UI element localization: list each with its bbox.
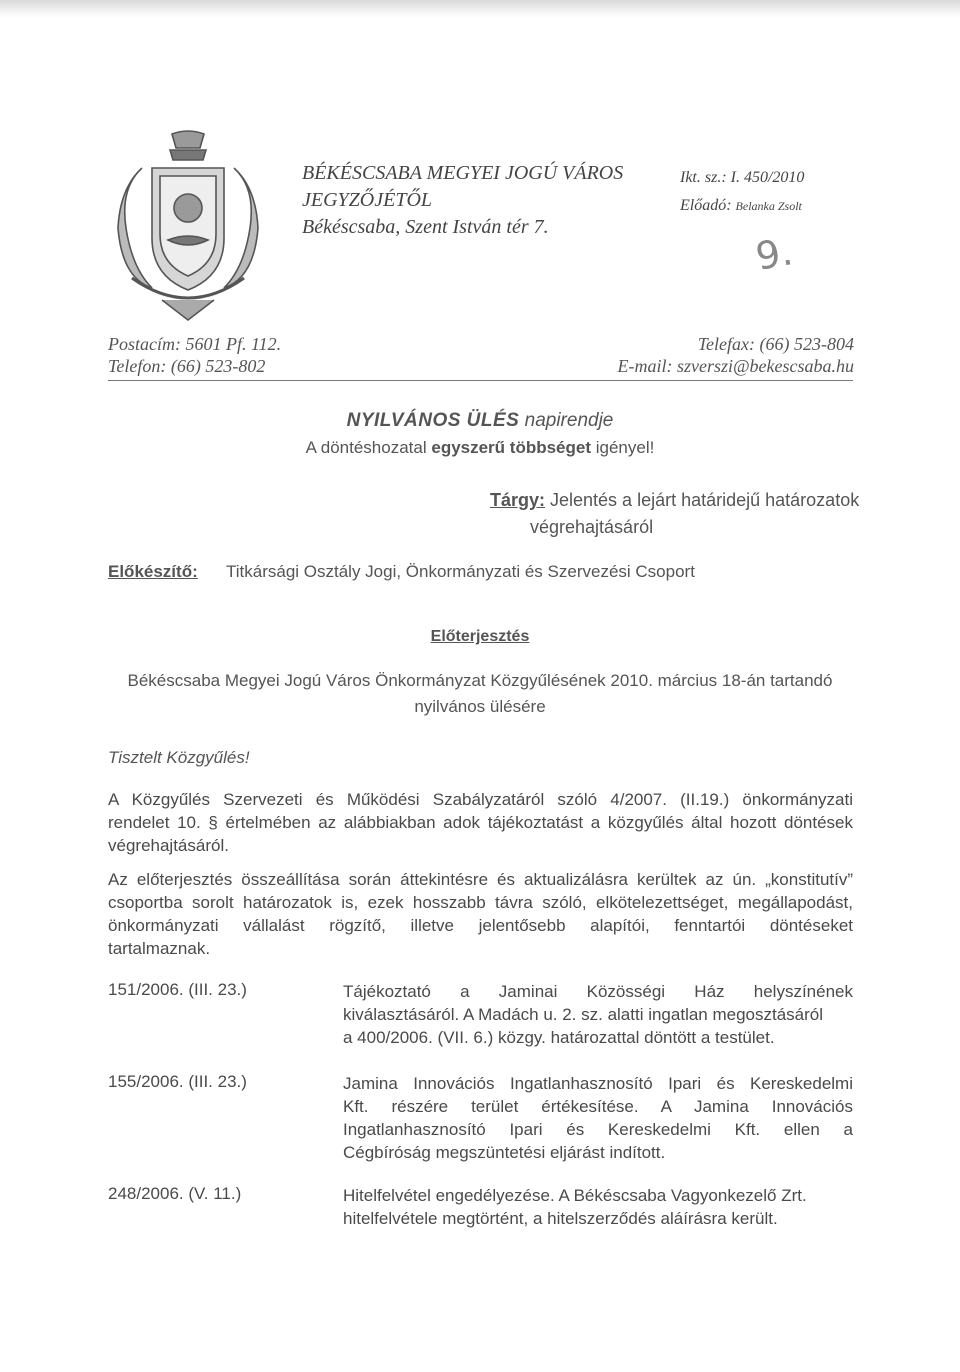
- subject-label: Tárgy:: [490, 490, 546, 510]
- city-coat-of-arms: [112, 128, 264, 328]
- issuer-office: JEGYZŐJÉTŐL: [302, 189, 433, 211]
- paragraph-intro: A Közgyűlés Szervezeti és Működési Szabályzatáról szóló 4/2007. (II.19.) önkormányzati rendelet 10. § értelmében az alábbiakban adok tájékoztatást a közgyűlés által hozott döntések végrehajtásáról.: [108, 790, 853, 855]
- proposal-addressee: Békéscsaba Megyei Jogú Város Önkormányzat Közgyűlésének 2010. március 18-án tartandó nyilvános ülésére: [127, 671, 833, 716]
- subject: [490, 487, 859, 541]
- phone: Telefon: (66) 523-802: [108, 356, 266, 376]
- handwritten-agenda-number: 9.: [752, 229, 796, 279]
- resolution-number: 151/2006. (III. 23.): [108, 980, 247, 999]
- subject-line1: Jelentés a lejárt határidejű határozatok: [545, 490, 860, 510]
- email: E-mail: szverszi@bekescsaba.hu: [617, 356, 854, 376]
- contact-right: [617, 333, 854, 377]
- resolution-text: Jamina Innovációs Ingatlanhasznosító Ipari és Kereskedelmi Kft. részére terület értékesítése. A Jamina Innovációs Ingatlanhasznosító Ipari és Kereskedelmi Kft. ellen a Cégbíróság megszüntetési eljárást indított.: [343, 1074, 853, 1162]
- resolution-text: Hitelfelvétel engedélyezése. A Békéscsaba Vagyonkezelő Zrt. hitelfelvétele megtörtént, a hitelszerződés aláírásra került.: [343, 1186, 807, 1228]
- issuer-block: [302, 160, 623, 241]
- resolution-text: Tájékoztató a Jaminai Közösségi Ház helyszínének kiválasztásáról. A Madách u. 2. sz. alatti ingatlan megosztásáról a 400/2006. (VII. 6.) közgy. határozattal döntött a testület.: [343, 982, 853, 1047]
- registry-number: Ikt. sz.: I. 450/2010: [680, 169, 805, 186]
- subject-line2: végrehajtásáról: [530, 517, 654, 537]
- paragraph-constitutive: Az előterjesztés összeállítása során áttekintésre és aktualizálásra kerültek az ún. „konstitutív” csoportba sorolt határozatok is, ezek hosszabb távra szóló, elkötelezettséget, megállapodást, önkormányzati vállalást rögzítő, illetve jelentősebb alapítói, fenntartói döntéseket tartalmaznak.: [108, 870, 853, 958]
- fax: Telefax: (66) 523-804: [697, 334, 854, 354]
- resolution-number: 248/2006. (V. 11.): [108, 1184, 242, 1203]
- preparer-label: Előkészítő:: [108, 562, 198, 581]
- voting-requirement: A döntéshozatal egyszerű többséget igényel!: [305, 438, 655, 457]
- scan-top-edge: [0, 0, 960, 18]
- resolution-number: 155/2006. (III. 23.): [108, 1072, 247, 1091]
- proposal-title: Előterjesztés: [430, 628, 530, 645]
- header-divider: [108, 380, 853, 381]
- rapporteur: Előadó: Belanka Zsolt: [680, 197, 802, 214]
- preparer: [108, 562, 695, 582]
- preparer-value: Titkársági Osztály Jogi, Önkormányzati és Szervezési Csoport: [226, 562, 695, 581]
- salutation: Tisztelt Közgyűlés!: [108, 748, 250, 767]
- file-reference: [680, 164, 804, 220]
- city-name: BÉKÉSCSABA MEGYEI JOGÚ VÁROS: [302, 162, 624, 184]
- meeting-type: NYILVÁNOS ÜLÉS napirendje: [346, 410, 614, 431]
- contact-left: [108, 333, 281, 377]
- issuer-address: Békéscsaba, Szent István tér 7.: [302, 216, 549, 238]
- postal-address: Postacím: 5601 Pf. 112.: [108, 334, 282, 354]
